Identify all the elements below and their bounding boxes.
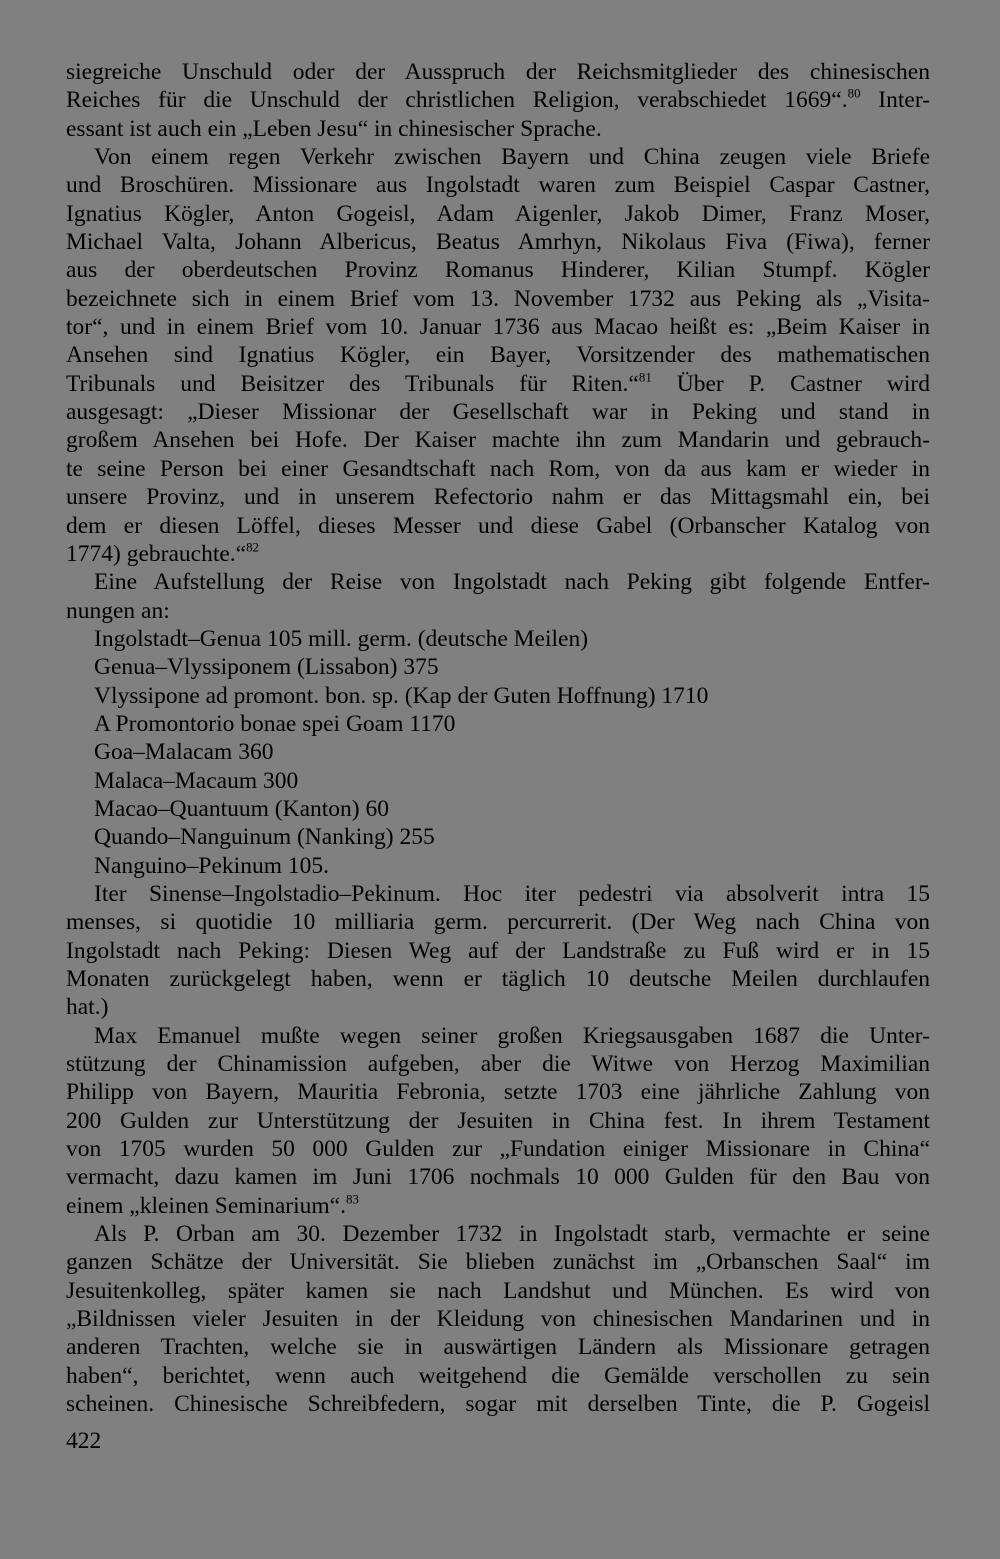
line-text: und Broschüren. Missionare aus Ingolstadt waren zum Beispiel Caspar Castner, [66,172,930,199]
text-line [66,767,930,795]
line-text: ganzen Schätze der Universität. Sie blieben zunächst im „Orbanschen Saal“ im [66,1249,930,1276]
text-line [66,908,930,936]
line-text: Tribunals und Beisitzer des Tribunals für Riten.“ [66,370,639,397]
line-text: vermacht, dazu kamen im Juni 1706 nochmals 10 000 Gulden für den Bau von [66,1164,930,1191]
line-text: scheinen. Chinesische Schreibfedern, sogar mit derselben Tinte, die P. Gogeisl [66,1391,930,1418]
line-text: 1774) gebrauchte.“ [66,540,247,567]
text-line [66,993,930,1021]
body-text [66,58,930,1419]
text-line [66,1135,930,1163]
text-line [66,58,930,86]
line-text: Michael Valta, Johann Albericus, Beatus Amrhyn, Nikolaus Fiva (Fiwa), ferner [66,229,930,256]
text-line [66,653,930,681]
text-line [66,1305,930,1333]
text-line [66,256,930,284]
line-text: te seine Person bei einer Gesandtschaft nach Rom, von da aus kam er wieder in [66,455,930,482]
line-text: Max Emanuel mußte wegen seiner großen Kriegsausgaben 1687 die Unter- [94,1022,930,1049]
text-line [66,341,930,369]
text-line [66,455,930,483]
line-text: Als P. Orban am 30. Dezember 1732 in Ingolstadt starb, vermachte er seine [94,1221,930,1248]
line-text: Monaten zurückgelegt haben, wenn er täglich 10 deutsche Meilen durchlaufen [66,966,930,992]
line-text: von 1705 wurden 50 000 Gulden zur „Fundation einiger Missionare in China“ [66,1136,930,1163]
line-text: Ingolstadt–Genua 105 mill. germ. (deutsche Meilen) [94,625,589,652]
text-line [66,540,930,568]
line-text: Ansehen sind Ignatius Kögler, ein Bayer, Vorsitzender des mathematischen [66,342,930,369]
line-text: stützung der Chinamission aufgeben, aber die Witwe von Herzog Maximilian [66,1051,930,1078]
line-text: ausgesagt: „Dieser Missionar der Gesellschaft war in Peking und stand in [66,399,930,426]
footnote-marker: 82 [246,539,259,555]
line-text: menses, si quotidie 10 milliaria germ. percurrerit. (Der Weg nach China von [66,909,930,936]
line-text: „Bildnissen vieler Jesuiten in der Kleidung von chinesischen Mandarinen und in [66,1306,930,1333]
line-text: Malaca–Macaum 300 [94,767,299,794]
text-line [66,171,930,199]
line-text: haben“, berichtet, wenn auch weitgehend die Gemälde verschollen zu sein [66,1362,930,1389]
text-line [66,1333,930,1361]
line-text: Eine Aufstellung der Reise von Ingolstadt nach Peking gibt folgende Entfer- [94,569,930,596]
text-line [66,143,930,171]
line-text: aus der oberdeutschen Provinz Romanus Hinderer, Kilian Stumpf. Kögler [66,257,930,284]
text-line [66,710,930,738]
page-number: 422 [66,1428,102,1454]
text-line [66,1390,930,1418]
text-line [66,398,930,426]
line-text: einem „kleinen Seminarium“. [66,1192,346,1219]
text-line [66,285,930,313]
text-line [66,483,930,511]
line-text: Iter Sinense–Ingolstadio–Pekinum. Hoc iter pedestri via absolverit intra 15 [94,880,930,907]
line-text: Reiches für die Unschuld der christlichen Religion, verabschiedet 1669“. [66,87,848,114]
line-text: siegreiche Unschuld oder der Ausspruch der Reichsmitglieder des chinesischen [66,59,930,85]
text-line [66,880,930,908]
line-text: 200 Gulden zur Unterstützung der Jesuiten in China fest. In ihrem Testament [66,1107,930,1134]
text-line [66,597,930,625]
text-line [66,1078,930,1106]
text-line [66,228,930,256]
line-text: dem er diesen Löffel, dieses Messer und diese Gabel (Orbanscher Katalog von [66,512,930,539]
line-text: großem Ansehen bei Hofe. Der Kaiser machte ihn zum Mandarin und gebrauch- [66,427,930,454]
line-text: tor“, und in einem Brief vom 10. Januar 1736 aus Macao heißt es: „Beim Kaiser in [66,314,930,341]
text-line [66,795,930,823]
line-text-continued: Über P. Castner wird [651,370,930,397]
line-text-continued: Inter- [860,87,930,114]
footnote-marker: 83 [345,1191,359,1207]
text-line [66,852,930,880]
text-line [66,86,930,114]
line-text: Quando–Nanguinum (Nanking) 255 [94,824,435,851]
line-text: Ingolstadt nach Peking: Diesen Weg auf der Landstraße zu Fuß wird er in 15 [66,937,930,964]
line-text: bezeichnete sich in einem Brief vom 13. November 1732 aus Peking als „Visita- [66,285,930,312]
line-text: anderen Trachten, welche sie in auswärtigen Ländern als Missionare getragen [66,1334,930,1361]
line-text: unsere Provinz, und in unserem Refectorio nahm er das Mittagsmahl ein, bei [66,484,930,511]
text-line [66,625,930,653]
footnote-marker: 80 [847,86,861,101]
text-line [66,1220,930,1248]
line-text: Nanguino–Pekinum 105. [94,852,329,879]
text-line [66,682,930,710]
text-line [66,512,930,540]
line-text: hat.) [66,994,109,1021]
text-line [66,1248,930,1276]
text-line [66,823,930,851]
text-line [66,426,930,454]
text-line [66,965,930,993]
text-line [66,1107,930,1135]
text-line [66,1163,930,1191]
line-text: Macao–Quantuum (Kanton) 60 [94,795,389,822]
line-text: Ignatius Kögler, Anton Gogeisl, Adam Aigenler, Jakob Dimer, Franz Moser, [66,200,930,227]
line-text: Genua–Vlyssiponem (Lissabon) 375 [94,654,439,681]
text-line [66,937,930,965]
text-line [66,370,930,398]
footnote-marker: 81 [638,369,652,385]
text-line [66,1362,930,1390]
line-text: Philipp von Bayern, Mauritia Febronia, setzte 1703 eine jährliche Zahlung von [66,1079,930,1106]
line-text: Vlyssipone ad promont. bon. sp. (Kap der Guten Hoffnung) 1710 [94,682,709,709]
line-text: Goa–Malacam 360 [94,739,274,766]
line-text: A Promontorio bonae spei Goam 1170 [94,710,456,737]
text-line [66,1022,930,1050]
text-line [66,115,930,143]
text-line [66,738,930,766]
text-line [66,200,930,228]
text-line [66,1277,930,1305]
line-text: Jesuitenkolleg, später kamen sie nach Landshut und München. Es wird von [66,1277,930,1304]
text-line [66,568,930,596]
text-line [66,1192,930,1220]
line-text: Von einem regen Verkehr zwischen Bayern und China zeugen viele Briefe [94,144,930,171]
line-text: nungen an: [66,597,170,624]
text-line [66,313,930,341]
text-line [66,1050,930,1078]
line-text: essant ist auch ein „Leben Jesu“ in chinesischer Sprache. [66,115,602,142]
